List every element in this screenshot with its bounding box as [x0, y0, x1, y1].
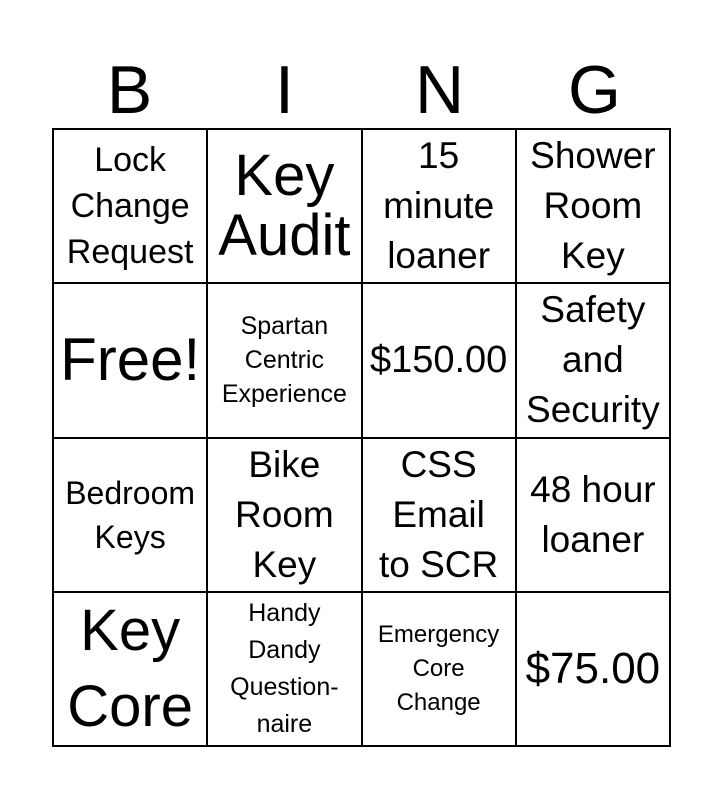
bingo-cell[interactable] [362, 438, 516, 592]
bingo-cell-text: Free! [60, 326, 201, 394]
bingo-cell[interactable] [362, 283, 516, 437]
bingo-cell-text: Spartan Centric Experience [221, 312, 347, 409]
bingo-cell[interactable] [516, 129, 670, 283]
bingo-cell-text: $75.00 [525, 643, 661, 693]
bingo-cell-text: CSS Email to SCR [378, 443, 499, 585]
bingo-header [52, 50, 672, 130]
bingo-cell[interactable] [207, 283, 361, 437]
bingo-cell-text: Key Core [67, 597, 193, 739]
bingo-cell-text: Bedroom Keys [65, 474, 196, 555]
bingo-cell-text: Safety and Security [526, 289, 660, 431]
bingo-cell[interactable] [53, 129, 207, 283]
bingo-cell[interactable] [362, 129, 516, 283]
bingo-card-grid [52, 128, 671, 747]
header-letter-g: G [568, 52, 621, 128]
bingo-cell-text: Emergency Core Change [377, 620, 500, 716]
bingo-cell-text: Bike Room Key [235, 443, 334, 585]
bingo-cell-free[interactable] [53, 283, 207, 437]
header-letter-n: N [414, 52, 465, 128]
bingo-cell-text: Shower Room Key [530, 135, 656, 277]
header-letter-b: B [106, 52, 153, 128]
bingo-cell[interactable] [516, 283, 670, 437]
bingo-cell[interactable] [516, 438, 670, 592]
bingo-cell[interactable] [516, 592, 670, 746]
bingo-cell-text: Handy Dandy Question- naire [230, 598, 339, 738]
bingo-cell[interactable] [207, 438, 361, 592]
bingo-cell-text: 48 hour loaner [530, 468, 656, 560]
bingo-cell[interactable] [207, 129, 361, 283]
bingo-cell[interactable] [362, 592, 516, 746]
bingo-cell[interactable] [53, 438, 207, 592]
header-letter-i: I [275, 52, 294, 128]
bingo-cell-text: Lock Change Request [66, 141, 194, 272]
bingo-cell-text: $150.00 [369, 339, 508, 382]
bingo-cell-text: 15 minute loaner [383, 135, 495, 277]
bingo-cell-text: Key Audit [218, 143, 351, 269]
bingo-cell[interactable] [53, 592, 207, 746]
bingo-cell[interactable] [207, 592, 361, 746]
